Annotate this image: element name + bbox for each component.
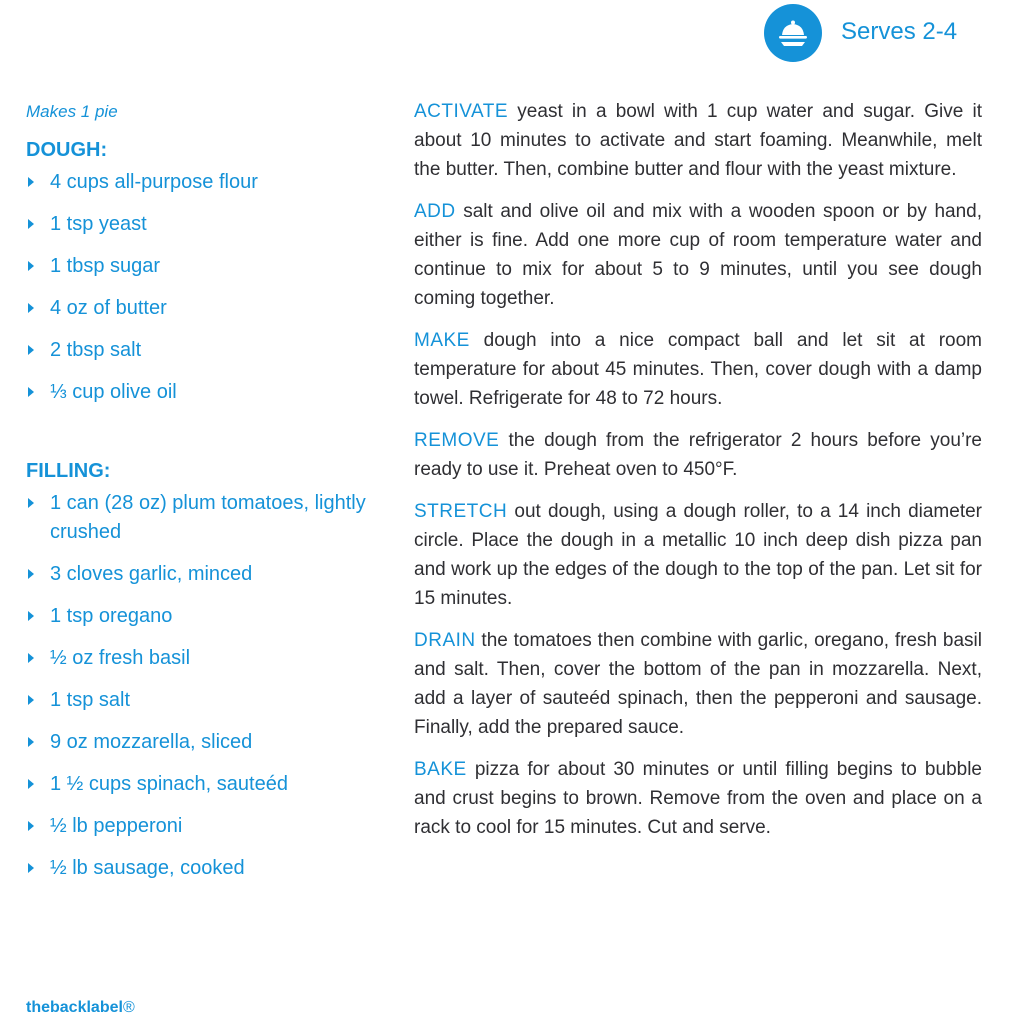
step-text: the dough from the refrigerator 2 hours before you’re ready to use it. Preheat oven to 450°F. xyxy=(414,430,982,480)
step-verb: ACTIVATE xyxy=(414,101,509,122)
bullet-icon xyxy=(28,569,34,579)
brand-logo: thebacklabel® xyxy=(26,999,135,1016)
step-text: pizza for about 30 minutes or until filling begins to bubble and crust begins to brown. Remove from the oven and place on a rack to cool for 15 minutes. Cut and serve. xyxy=(414,759,982,838)
list-item: 9 oz mozzarella, sliced xyxy=(26,728,386,757)
list-item: 1 tsp yeast xyxy=(26,210,386,239)
step-text: dough into a nice compact ball and let sit at room temperature for about 45 minutes. Then, cover dough with a damp towel. Refrigerate for 48 to 72 hours. xyxy=(414,330,982,409)
bullet-icon xyxy=(28,261,34,271)
step-verb: ADD xyxy=(414,201,456,222)
list-item: 1 ½ cups spinach, sauteéd xyxy=(26,770,386,799)
step-text: the tomatoes then combine with garlic, oregano, fresh basil and salt. Then, cover the bottom of the pan in mozzarella. Next, add a layer of sauteéd spinach, then the pepperoni and sausage. Finally, add the prepared sauce. xyxy=(414,630,982,738)
bullet-icon xyxy=(28,695,34,705)
list-item: 3 cloves garlic, minced xyxy=(26,560,386,589)
step-text: salt and olive oil and mix with a wooden spoon or by hand, either is fine. Add one more cup of room temperature water and continue to mix for about 5 to 9 minutes, until you see dough coming together. xyxy=(414,201,982,309)
list-item: 1 tsp oregano xyxy=(26,602,386,631)
step-text: yeast in a bowl with 1 cup water and sugar. Give it about 10 minutes to activate and start foaming. Meanwhile, melt the butter. Then, combine butter and flour with the yeast mixture. xyxy=(414,101,982,180)
bullet-icon xyxy=(28,219,34,229)
step-verb: DRAIN xyxy=(414,630,476,651)
step-drain xyxy=(414,626,982,742)
bullet-icon xyxy=(28,821,34,831)
step-verb: BAKE xyxy=(414,759,467,780)
list-item: 1 tsp salt xyxy=(26,686,386,715)
dough-title: DOUGH: xyxy=(26,139,108,161)
bullet-icon xyxy=(28,737,34,747)
bullet-icon xyxy=(28,177,34,187)
step-verb: REMOVE xyxy=(414,430,500,451)
serving-dish-icon xyxy=(764,4,822,62)
bullet-icon xyxy=(28,387,34,397)
step-verb: STRETCH xyxy=(414,501,508,522)
bullet-icon xyxy=(28,498,34,508)
bullet-icon xyxy=(28,863,34,873)
filling-title: FILLING: xyxy=(26,460,111,482)
bullet-icon xyxy=(28,653,34,663)
serves-label: Serves 2-4 xyxy=(841,18,958,45)
list-item: ⅓ cup olive oil xyxy=(26,378,386,407)
list-item: ½ lb sausage, cooked xyxy=(26,854,386,883)
bullet-icon xyxy=(28,345,34,355)
list-item: 2 tbsp salt xyxy=(26,336,386,365)
list-item: ½ oz fresh basil xyxy=(26,644,386,673)
makes-label: Makes 1 pie xyxy=(26,102,118,121)
dough-list xyxy=(26,168,386,407)
step-bake xyxy=(414,755,982,842)
step-text: out dough, using a dough roller, to a 14 inch diameter circle. Place the dough in a metallic 10 inch deep dish pizza pan and work up the edges of the dough to the top of the pan. Let sit for 15 minutes. xyxy=(414,501,982,609)
step-stretch xyxy=(414,497,982,613)
ingredients-column xyxy=(26,100,386,896)
bullet-icon xyxy=(28,779,34,789)
step-remove xyxy=(414,426,982,484)
instructions-column xyxy=(414,97,982,855)
step-activate xyxy=(414,97,982,184)
list-item: 4 oz of butter xyxy=(26,294,386,323)
list-item: ½ lb pepperoni xyxy=(26,812,386,841)
step-make xyxy=(414,326,982,413)
list-item: 4 cups all-purpose flour xyxy=(26,168,386,197)
step-add xyxy=(414,197,982,313)
list-item: 1 can (28 oz) plum tomatoes, lightly crushed xyxy=(26,489,386,547)
bullet-icon xyxy=(28,303,34,313)
filling-list xyxy=(26,489,386,883)
step-verb: MAKE xyxy=(414,330,470,351)
list-item: 1 tbsp sugar xyxy=(26,252,386,281)
bullet-icon xyxy=(28,611,34,621)
